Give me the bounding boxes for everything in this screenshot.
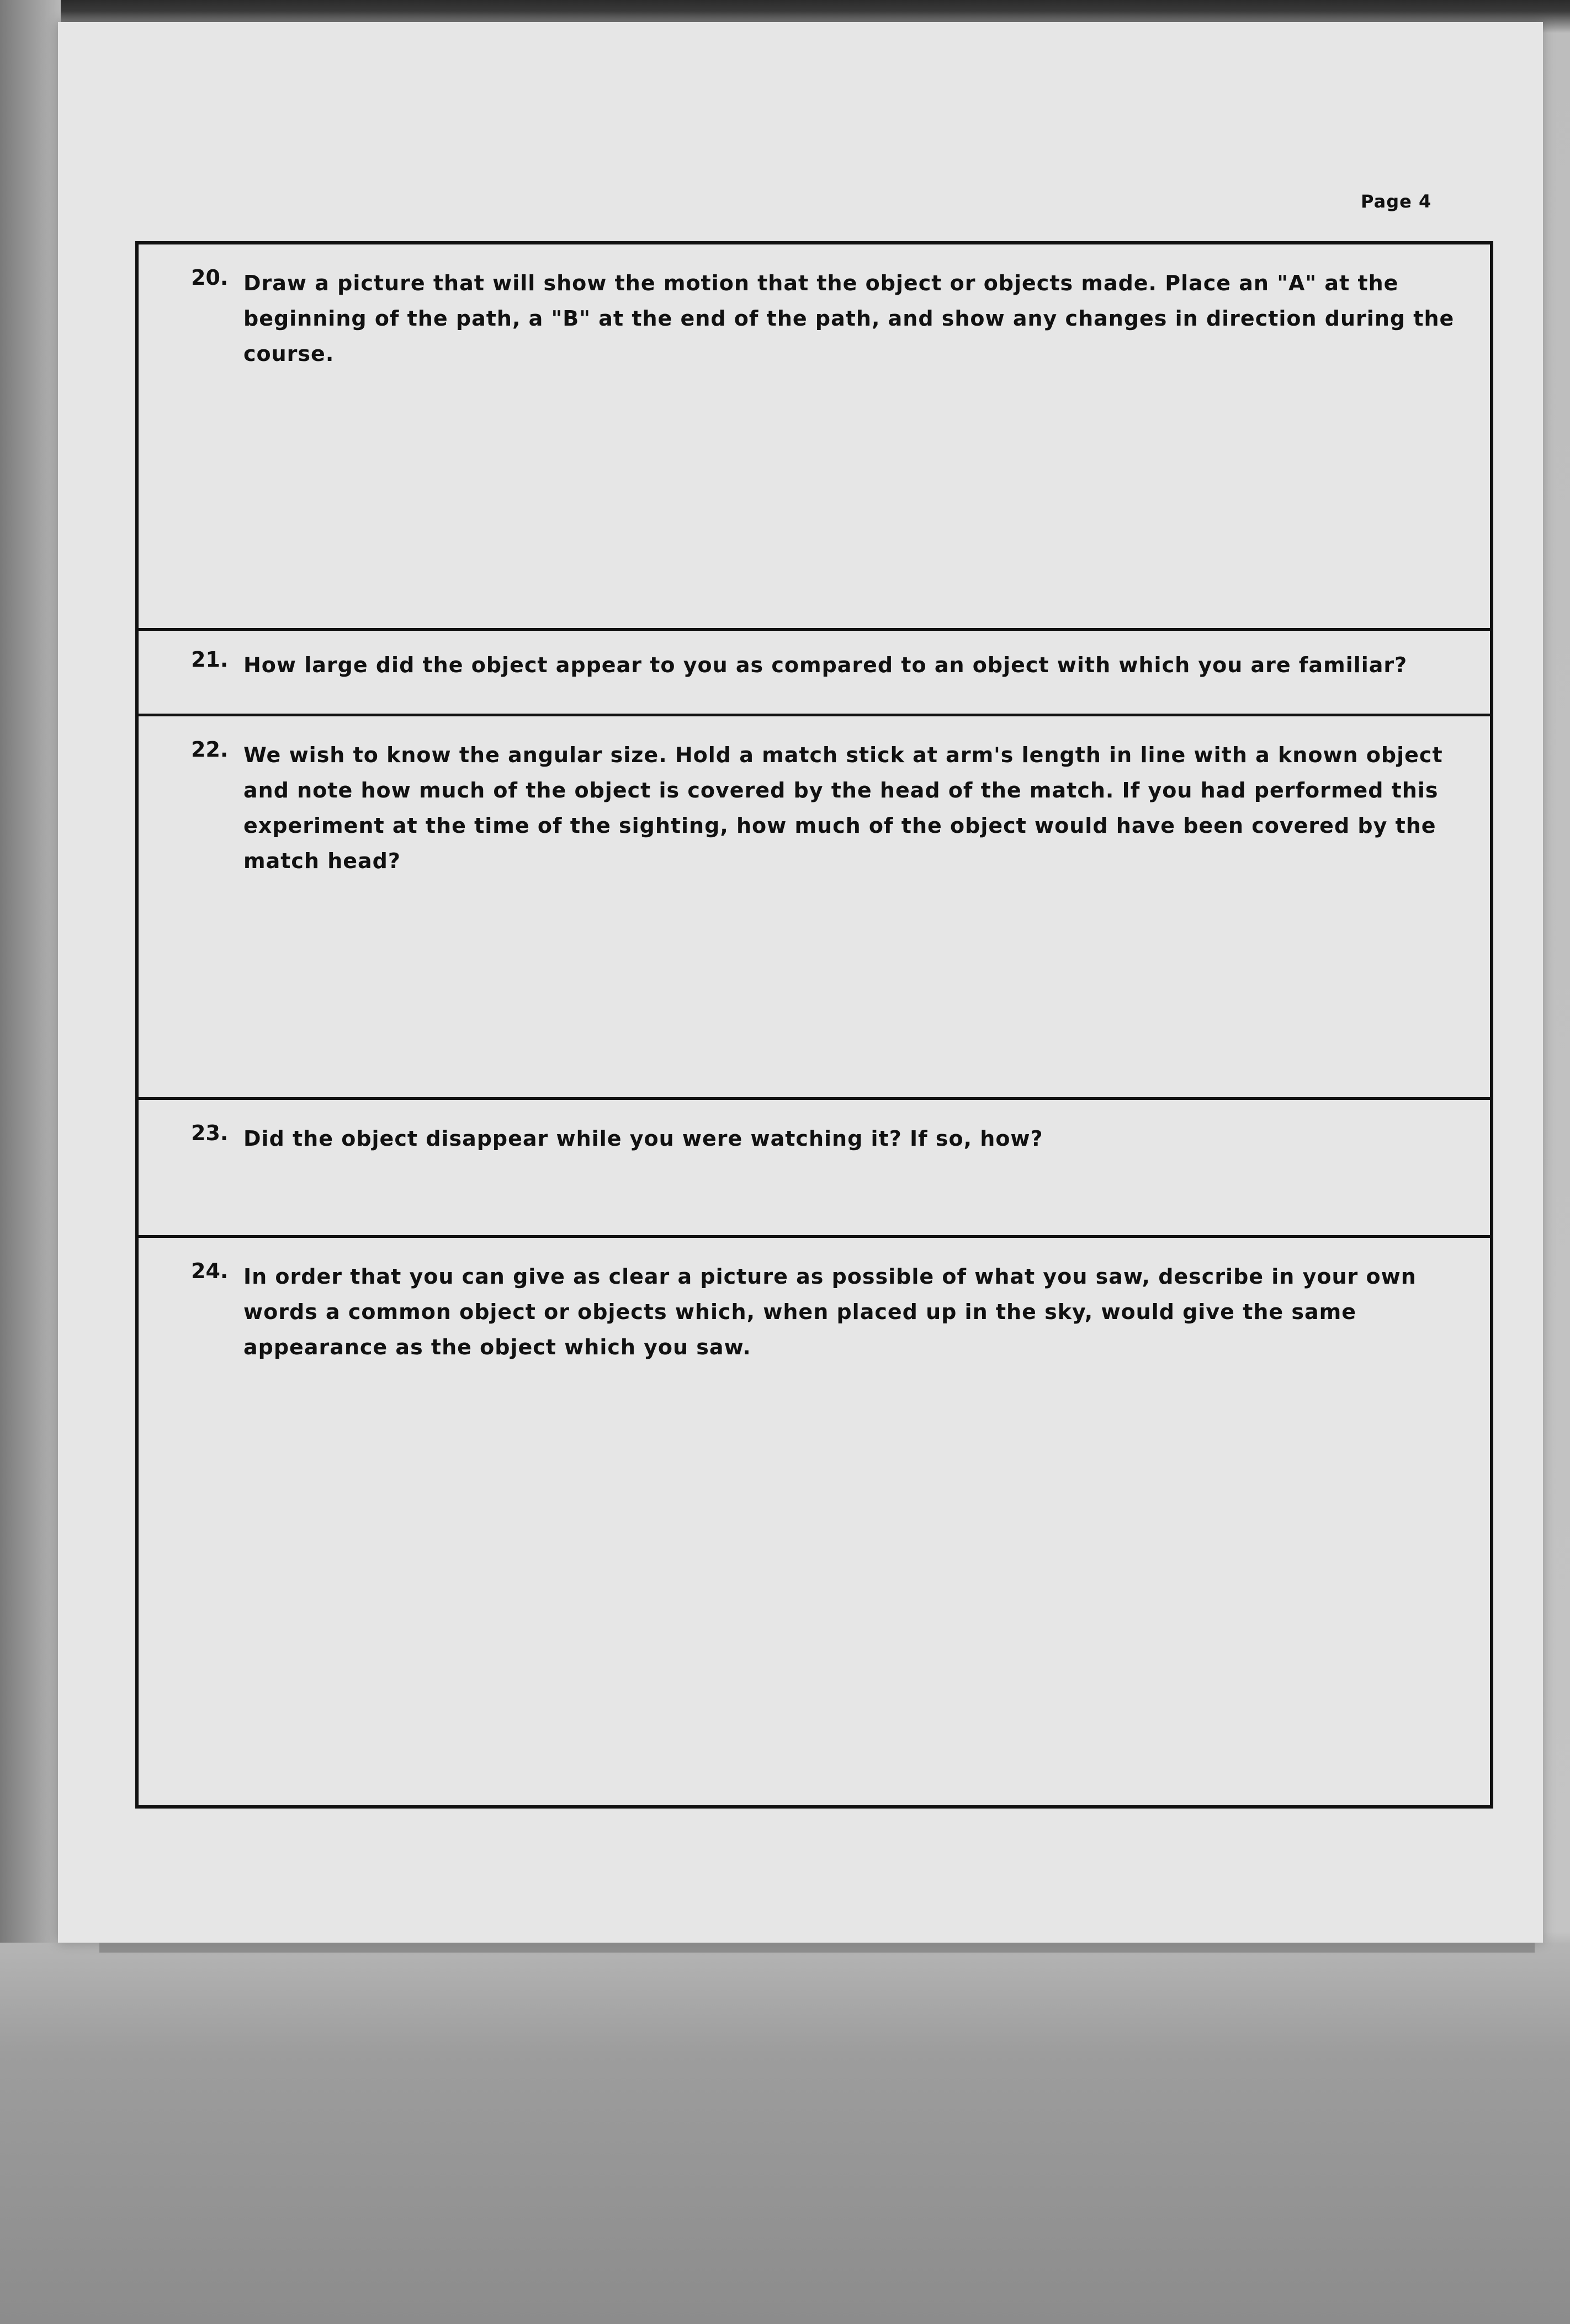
question-24-section — [139, 1235, 1490, 1805]
answer-area[interactable] — [243, 1370, 1468, 1794]
scan-bottom-strip — [0, 1943, 1570, 2324]
question-22-section — [139, 714, 1490, 1097]
page-number: Page 4 — [1361, 191, 1432, 212]
question-text: We wish to know the angular size. Hold a match stick at arm's length in line with a known object and note how much of the object is covered by the head of the match. If you had performed this experiment at the time of the sighting, how much of the object would have been covered by the match head? — [243, 743, 1443, 873]
question-number: 23. — [191, 1121, 229, 1145]
answer-area[interactable] — [243, 849, 1468, 1086]
page-bottom-edge — [99, 1943, 1535, 1953]
question-text: Draw a picture that will show the motion that the object or objects made. Place an "A" at the beginning of the path, a "B" at the end of the path, and show any changes in direction during the course. — [243, 271, 1455, 366]
question-text: Did the object disappear while you were watching it? If so, how? — [243, 1126, 1043, 1151]
question-23-section — [139, 1097, 1490, 1235]
question-text: In order that you can give as clear a picture as possible of what you saw, describe in your own words a common object or objects which, when placed up in the sky, would give the same appearance as the object which you saw. — [243, 1264, 1417, 1359]
question-number: 21. — [191, 647, 229, 672]
question-20-section — [139, 244, 1490, 628]
question-number: 20. — [191, 265, 229, 290]
question-number: 24. — [191, 1259, 229, 1283]
question-number: 22. — [191, 737, 229, 762]
drawing-answer-area[interactable] — [243, 344, 1468, 617]
answer-area[interactable] — [243, 1161, 1468, 1224]
question-text: How large did the object appear to you as compared to an object with which you are familiar? — [243, 653, 1408, 677]
question-21-section — [139, 628, 1490, 714]
questionnaire-form — [135, 241, 1493, 1809]
